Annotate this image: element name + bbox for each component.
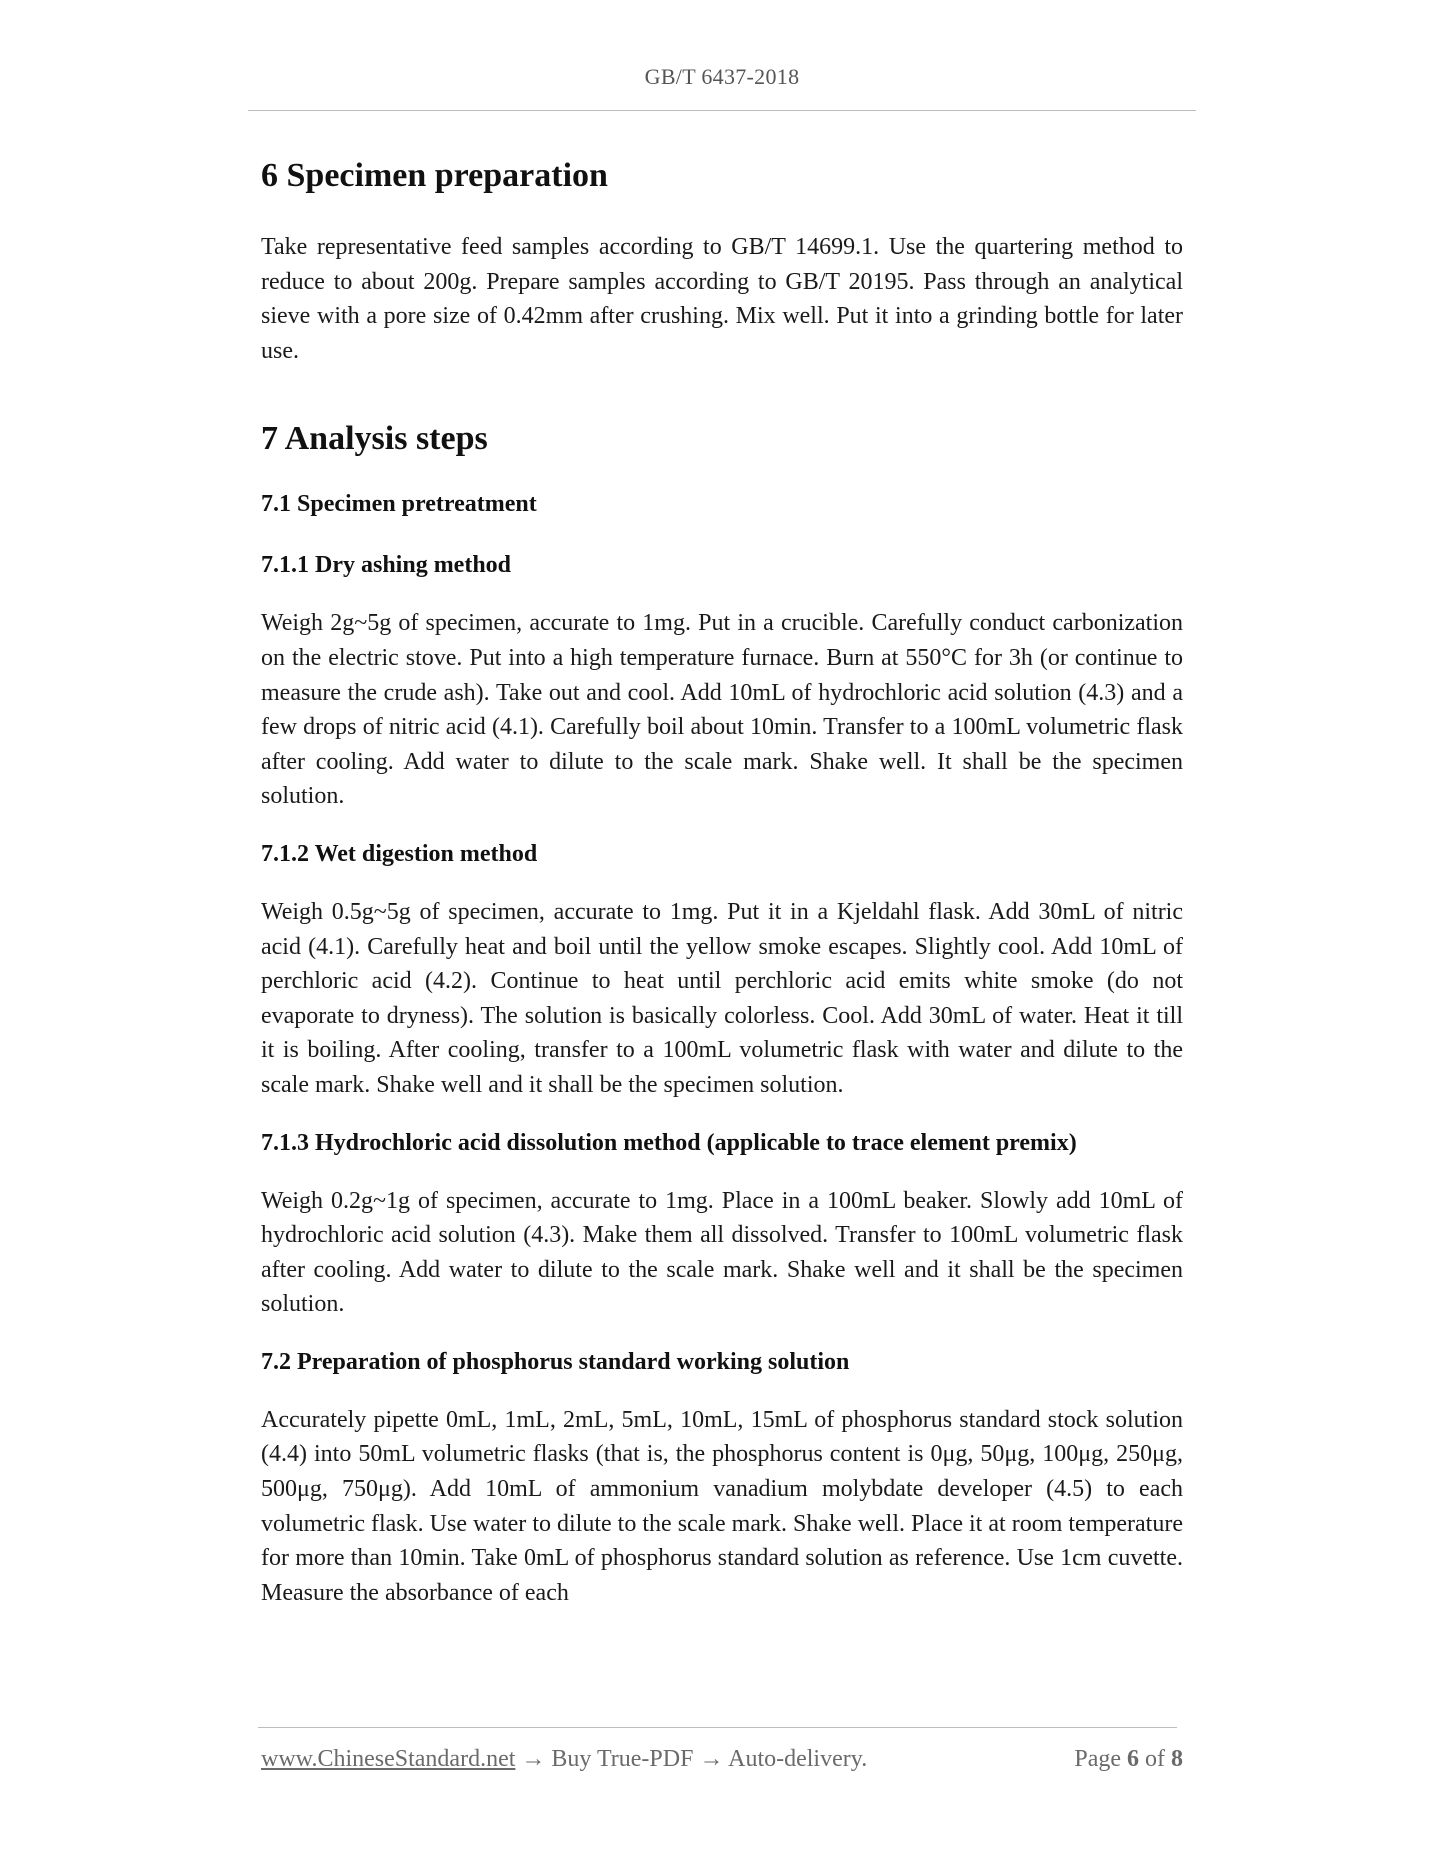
section-7-2-paragraph: Accurately pipette 0mL, 1mL, 2mL, 5mL, 10mL, 15mL of phosphorus standard stock solution (4.4) into 50mL volumetric flasks (that is, the phosphorus content is 0μg, 50μg, 100μg, 250μg, 500μg, 750μg). Add 10mL of ammonium vanadium molybdate developer (4.5) to each volumetric flask. Use water to dilute to the scale mark. Shake well. Place it at room temperature for more than 10min. Take 0mL of phosphorus standard solution as reference. Use 1cm cuvette. Measure the absorbance of each (261, 1406, 1183, 1606)
section-7-1-1-heading: 7.1.1 Dry ashing method (261, 552, 512, 579)
section-6-paragraph: Take representative feed samples according to GB/T 14699.1. Use the quartering method to reduce to about 200g. Prepare samples according to GB/T 20195. Pass through an analytical sieve with a pore size of 0.42mm after crushing. Mix well. Put it into a grinding bottle for later use. (261, 234, 1183, 364)
footer-divider (258, 1727, 1177, 1728)
footer-left (261, 1746, 867, 1773)
chinesestandard-link[interactable]: www.ChineseStandard.net (261, 1746, 516, 1772)
section-7-1-3-heading: 7.1.3 Hydrochloric acid dissolution method (applicable to trace element premix) (261, 1129, 1077, 1156)
section-7-heading: 7 Analysis steps (261, 420, 488, 458)
section-7-1-heading: 7.1 Specimen pretreatment (261, 491, 537, 518)
page-label: Page (1074, 1746, 1121, 1772)
section-7-1-2-paragraph: Weigh 0.5g~5g of specimen, accurate to 1mg. Put it in a Kjeldahl flask. Add 30mL of nitric acid (4.1). Carefully heat and boil until the yellow smoke escapes. Slightly cool. Add 10mL of perchloric acid (4.2). Continue to heat until perchloric acid emits white smoke (do not evaporate to dryness). The solution is basically colorless. Cool. Add 30mL of water. Heat it till it is boiling. After cooling, transfer to a 100mL volumetric flask with water and dilute to the scale mark. Shake well and it shall be the specimen solution. (261, 898, 1183, 1098)
section-7-1-1-paragraph: Weigh 2g~5g of specimen, accurate to 1mg. Put in a crucible. Carefully conduct carbonization on the electric stove. Put into a high temperature furnace. Burn at 550°C for 3h (or continue to measure the crude ash). Take out and cool. Add 10mL of hydrochloric acid solution (4.3) and a few drops of nitric acid (4.1). Carefully boil about 10min. Transfer to a 100mL volumetric flask after cooling. Add water to dilute to the scale mark. Shake well. It shall be the specimen solution. (261, 610, 1183, 810)
page-content (261, 152, 1183, 1610)
page-of-label: of (1145, 1746, 1165, 1772)
document-header (248, 64, 1196, 90)
section-7-2-heading: 7.2 Preparation of phosphorus standard working solution (261, 1348, 850, 1375)
section-6-heading: 6 Specimen preparation (261, 157, 608, 194)
standard-code: GB/T 6437-2018 (644, 64, 800, 89)
footer-promo-text: → Buy True-PDF → Auto-delivery. (515, 1746, 868, 1772)
page-current: 6 (1127, 1746, 1139, 1772)
document-footer (261, 1746, 1183, 1773)
page-indicator (1074, 1746, 1183, 1773)
header-divider (248, 110, 1196, 111)
section-7-1-3-paragraph: Weigh 0.2g~1g of specimen, accurate to 1mg. Place in a 100mL beaker. Slowly add 10mL of hydrochloric acid solution (4.3). Make them all dissolved. Transfer to 100mL volumetric flask after cooling. Add water to dilute to the scale mark. Shake well and it shall be the specimen solution. (261, 1187, 1183, 1318)
page-total: 8 (1171, 1746, 1183, 1772)
section-7-1-2-heading: 7.1.2 Wet digestion method (261, 840, 538, 867)
